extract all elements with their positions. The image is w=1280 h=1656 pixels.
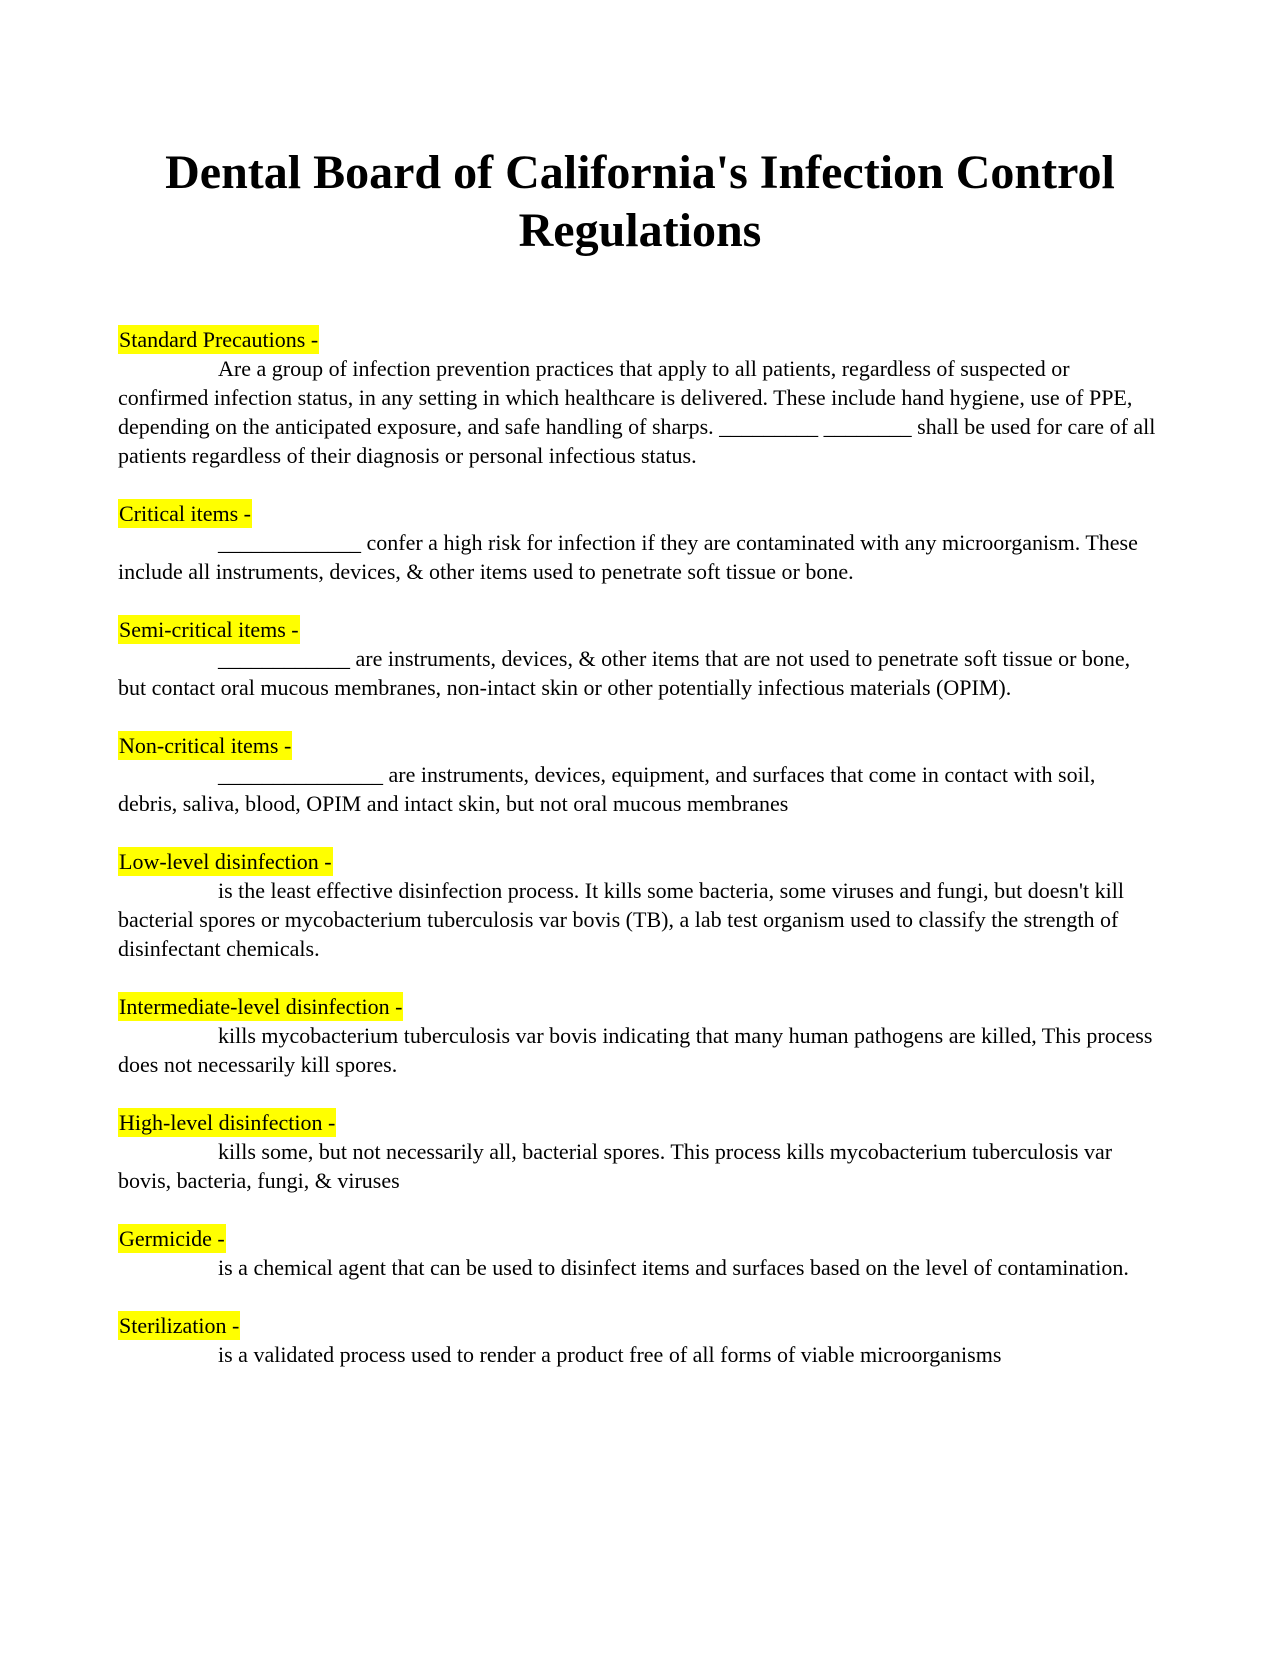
entry-intermediate-level-disinfection [118, 992, 1158, 1079]
entry-term: Sterilization - [119, 1313, 240, 1338]
entry-germicide [118, 1224, 1158, 1282]
entry-non-critical-items [118, 731, 1158, 818]
entry-term: Semi-critical items - [119, 617, 299, 642]
entry-definition: _____________ confer a high risk for infection if they are contaminated with any microorganism. These include all instruments, devices, & other items used to penetrate soft tissue or bone. [118, 530, 1138, 584]
entry-semi-critical-items [118, 615, 1158, 702]
entry-standard-precautions [118, 325, 1158, 470]
entry-term: Intermediate-level disinfection - [119, 994, 403, 1019]
entry-spacer [118, 963, 1158, 992]
entry-spacer [118, 702, 1158, 731]
entry-high-level-disinfection [118, 1108, 1158, 1195]
entry-term: Critical items - [119, 501, 251, 526]
entry-definition: kills some, but not necessarily all, bacterial spores. This process kills mycobacterium tuberculosis var bovis, bacteria, fungi, & viruses [118, 1139, 1113, 1193]
document-title: Dental Board of California's Infection Control Regulations [165, 146, 1115, 257]
entry-term: High-level disinfection - [119, 1110, 336, 1135]
entry-definition: ____________ are instruments, devices, & other items that are not used to penetrate soft tissue or bone, but contact oral mucous membranes, non-intact skin or other potentially infectious materials (OPIM). [118, 646, 1131, 700]
entry-spacer [118, 470, 1158, 499]
entry-spacer [118, 1195, 1158, 1224]
entry-definition: is a validated process used to render a product free of all forms of viable microorganisms [218, 1342, 1002, 1367]
entry-definition: is the least effective disinfection process. It kills some bacteria, some viruses and fungi, but doesn't kill bacterial spores or mycobacterium tuberculosis var bovis (TB), a lab test organism used to classify the strength of disinfectant chemicals. [118, 878, 1124, 961]
entry-spacer [118, 818, 1158, 847]
entries-list [118, 325, 1158, 1369]
entry-spacer [118, 1079, 1158, 1108]
entry-term: Germicide - [119, 1226, 225, 1251]
entry-term: Standard Precautions - [119, 327, 319, 352]
entry-definition: is a chemical agent that can be used to disinfect items and surfaces based on the level of contamination. [218, 1255, 1129, 1280]
entry-spacer [118, 1282, 1158, 1311]
entry-low-level-disinfection [118, 847, 1158, 963]
entry-definition: _______________ are instruments, devices, equipment, and surfaces that come in contact with soil, debris, saliva, blood, OPIM and intact skin, but not oral mucous membranes [118, 762, 1096, 816]
entry-critical-items [118, 499, 1158, 586]
entry-definition: Are a group of infection prevention practices that apply to all patients, regardless of suspected or confirmed infection status, in any setting in which healthcare is delivered. These include hand hygiene, use of PPE, depending on the anticipated exposure, and safe handling of sharps. _________ ________ shall be used for care of all patients regardless of their diagnosis or personal infectious status. [118, 356, 1156, 468]
entry-definition: kills mycobacterium tuberculosis var bovis indicating that many human pathogens are killed, This process does not necessarily kill spores. [118, 1023, 1153, 1077]
entry-term: Low-level disinfection - [119, 849, 332, 874]
entry-spacer [118, 586, 1158, 615]
entry-sterilization [118, 1311, 1158, 1369]
entry-term: Non-critical items - [119, 733, 292, 758]
